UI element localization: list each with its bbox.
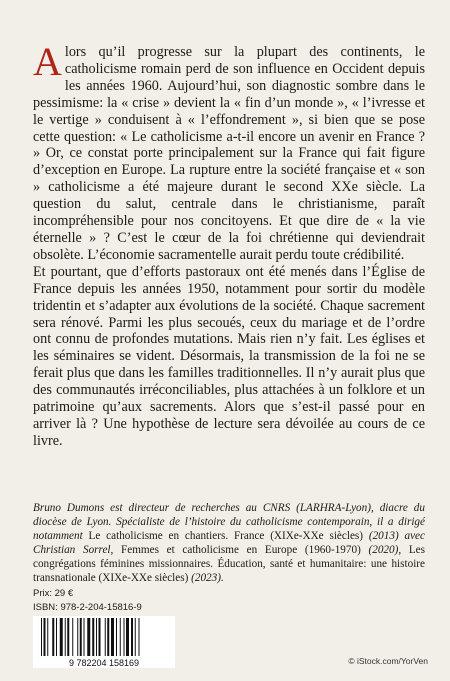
bio-book-2: Femmes et catholicisme en Europe (1960-1970) — [121, 544, 361, 557]
blurb-paragraph-1 — [33, 39, 425, 264]
back-cover-blurb — [33, 39, 425, 450]
blurb-paragraph-1-text: lors qu’il progresse sur la plupart des continents, le catholicisme romain perd de son influence en Occident depuis les années 1960. Aujourd’hui, son diagnostic sombre dans le pessimisme: la « crise » devient la « fin d’un monde », « l’ivresse et le vertige » conduisent à « l’effondrement », si bien que se pose cette question: « Le catholicisme a-t-il encore un avenir en France ? » Or, ce constat porte principalement sur la France qui fait figure d’exception en Europe. La rupture entre la société française et « son » catholicisme a été majeure durant le second XXe siècle. La question du salut, centrale dans le christianisme, paraît incompréhensible pour nos concitoyens. Et que dire de « la vie éternelle » ? C’est le cœur de la foi chrétienne qui deviendrait obsolète. L’économie sacramentelle aurait perdu toute crédibilité. — [33, 44, 425, 263]
price-label: Prix: 29 € — [33, 588, 74, 599]
drop-cap: A — [33, 39, 62, 84]
bio-year-2: (2020), — [360, 544, 409, 557]
author-bio — [33, 501, 425, 586]
bio-year-3: (2023). — [188, 572, 224, 585]
blurb-paragraph-2: Et pourtant, que d’efforts pastoraux ont été menés dans l’Église de France depuis les années 1950, notamment pour sortir du modèle tridentin et s’adapter aux évolutions de la société. Chaque sacrement sera rénové. Parmi les plus secoués, ceux du mariage et de l’ordre ont connu de profondes mutations. Mais rien n’y fait. Les églises et les séminaires se vident. Désormais, la transmission de la foi ne se ferait plus que dans les familles traditionnelles. Il n’y aurait plus que des communautés irréconciliables, plus attachées à un folklore et un patrimoine qu’aux sacrements. Alors que s’est-il passé pour en arriver là ? Une hypothèse de lecture sera dévoilée au cours de ce livre. — [33, 263, 425, 449]
bio-intro: Bruno Dumons est directeur de recherches au CNRS (LARHRA-Lyon), diacre du diocèse de Lyon. Spécialiste de l’histoire du catholicisme contemporain, il a dirigé notamment — [33, 502, 425, 543]
photo-credit: © iStock.com/YorVen — [348, 656, 428, 666]
isbn-label: ISBN: 978-2-204-15816-9 — [33, 602, 142, 613]
barcode — [33, 616, 175, 668]
bio-book-1: Le catholicisme en chantiers. France (XIXe-XXe siècles) — [88, 530, 364, 543]
bio-year-1: (2013) avec Christian Sorrel, — [33, 530, 425, 557]
barcode-digits: 9 782204 158169 — [68, 658, 140, 668]
bio-book-3: Les congrégations féminines missionnaires. Éducation, santé et humanitaire: une histoire transnationale (XIXe-XXe siècles) — [33, 544, 425, 585]
